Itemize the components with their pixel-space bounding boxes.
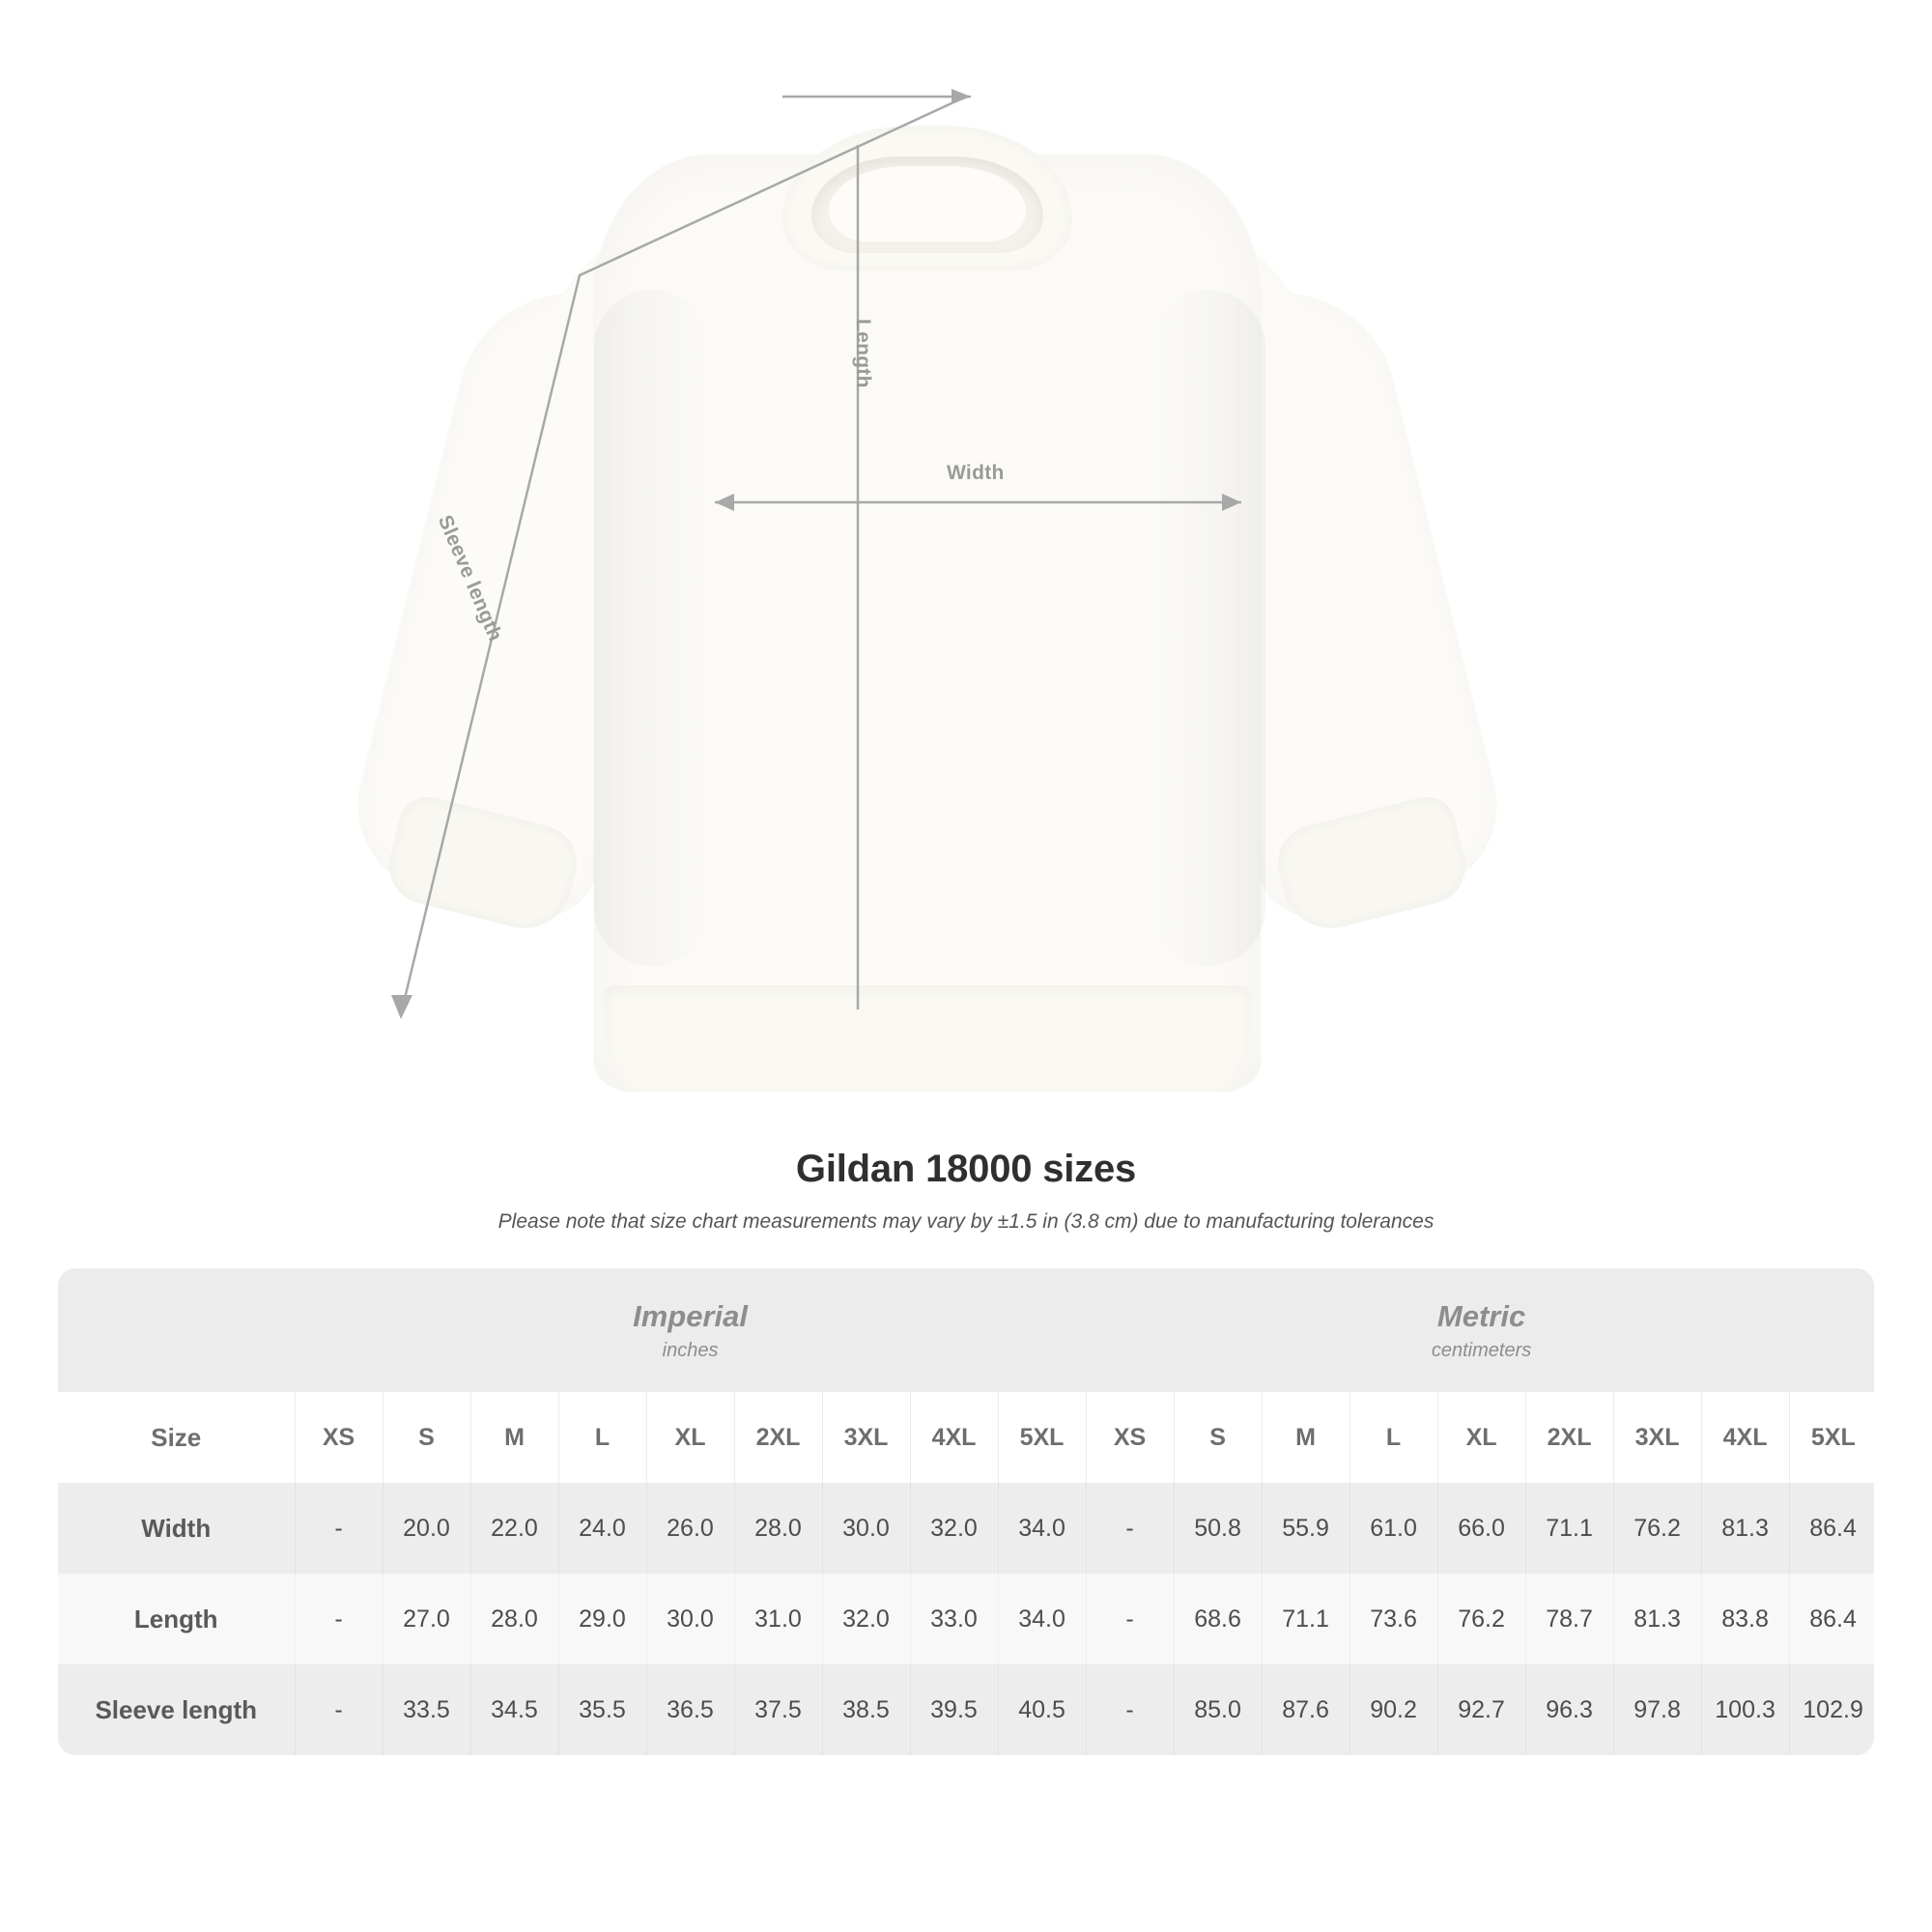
measurement-cell: 34.0 (998, 1483, 1086, 1574)
measurement-cell: 32.0 (910, 1483, 998, 1574)
measurement-cell: 34.5 (470, 1664, 558, 1755)
size-header-cell: L (558, 1392, 646, 1483)
measurement-cell: 29.0 (558, 1574, 646, 1664)
measurement-cell: - (295, 1483, 383, 1574)
measurement-cell: 73.6 (1350, 1574, 1437, 1664)
size-header-cell: M (1262, 1392, 1350, 1483)
unit-header-imperial (295, 1268, 1086, 1392)
size-header-cell: 3XL (822, 1392, 910, 1483)
size-header-cell: S (1174, 1392, 1262, 1483)
measurement-cell: 30.0 (822, 1483, 910, 1574)
measurement-cell: 85.0 (1174, 1664, 1262, 1755)
size-header-cell: XS (295, 1392, 383, 1483)
waistband-hem (604, 985, 1251, 1092)
size-chart-table-wrap (58, 1268, 1874, 1755)
measurement-cell: 55.9 (1262, 1483, 1350, 1574)
measurement-cell: 81.3 (1613, 1574, 1701, 1664)
table-row (58, 1483, 1874, 1574)
measurement-cell: 30.0 (646, 1574, 734, 1664)
row-label-cell: Sleeve length (58, 1664, 295, 1755)
measurement-cell: - (1086, 1483, 1174, 1574)
measurement-cell: 97.8 (1613, 1664, 1701, 1755)
measurement-cell: 76.2 (1613, 1483, 1701, 1574)
table-row (58, 1574, 1874, 1664)
size-label-cell: Size (58, 1392, 295, 1483)
size-chart-table (58, 1268, 1874, 1755)
measurement-cell: 35.5 (558, 1664, 646, 1755)
size-header-cell: XS (1086, 1392, 1174, 1483)
sleeve-length-measure-label: Sleeve length (433, 512, 507, 645)
row-label-cell: Width (58, 1483, 295, 1574)
measurement-cell: 33.5 (383, 1664, 470, 1755)
size-header-cell: 4XL (910, 1392, 998, 1483)
measurement-cell: 20.0 (383, 1483, 470, 1574)
unit-header-row (58, 1268, 1874, 1392)
measurement-cell: 83.8 (1701, 1574, 1789, 1664)
size-header-cell: L (1350, 1392, 1437, 1483)
size-header-cell: 3XL (1613, 1392, 1701, 1483)
unit-title: Metric (1436, 1298, 1526, 1333)
measurement-cell: 32.0 (822, 1574, 910, 1664)
row-label-cell: Length (58, 1574, 295, 1664)
body-shading-right (1150, 290, 1265, 966)
size-header-cell: 5XL (998, 1392, 1086, 1483)
title-block (0, 1148, 1932, 1234)
measurement-cell: 92.7 (1437, 1664, 1525, 1755)
size-header-cell: 2XL (734, 1392, 822, 1483)
measurement-cell: 37.5 (734, 1664, 822, 1755)
measurement-cell: 76.2 (1437, 1574, 1525, 1664)
table-row (58, 1664, 1874, 1755)
size-header-cell: M (470, 1392, 558, 1483)
measurement-cell: 86.4 (1789, 1574, 1874, 1664)
measurement-cell: 34.0 (998, 1574, 1086, 1664)
measurement-cell: 28.0 (734, 1483, 822, 1574)
neck-opening (829, 166, 1026, 242)
measurement-cell: 38.5 (822, 1664, 910, 1755)
measurement-cell: 61.0 (1350, 1483, 1437, 1574)
measurement-cell: 87.6 (1262, 1664, 1350, 1755)
measurement-cell: 86.4 (1789, 1483, 1874, 1574)
measurement-cell: - (295, 1574, 383, 1664)
sweatshirt-graphic (319, 97, 1555, 1063)
size-header-cell: 5XL (1789, 1392, 1874, 1483)
measurement-cell: 78.7 (1525, 1574, 1613, 1664)
measurement-cell: 81.3 (1701, 1483, 1789, 1574)
measurement-cell: - (295, 1664, 383, 1755)
measurement-cell: 71.1 (1525, 1483, 1613, 1574)
size-header-cell: XL (646, 1392, 734, 1483)
measurement-cell: 31.0 (734, 1574, 822, 1664)
size-header-row (58, 1392, 1874, 1483)
measurement-cell: 102.9 (1789, 1664, 1874, 1755)
measurement-cell: 68.6 (1174, 1574, 1262, 1664)
measurement-cell: 22.0 (470, 1483, 558, 1574)
length-measure-label: Length (852, 319, 874, 388)
measurement-cell: 50.8 (1174, 1483, 1262, 1574)
measurement-cell: 90.2 (1350, 1664, 1437, 1755)
measurement-cell: 28.0 (470, 1574, 558, 1664)
measurement-cell: 36.5 (646, 1664, 734, 1755)
size-header-cell: 4XL (1701, 1392, 1789, 1483)
body-shading-left (594, 290, 710, 966)
tolerance-note: Please note that size chart measurements may vary by ±1.5 in (3.8 cm) due to manufacturing tolerances (497, 1210, 1435, 1233)
measurement-cell: 27.0 (383, 1574, 470, 1664)
measurement-cell: 71.1 (1262, 1574, 1350, 1664)
unit-subtitle: inches (662, 1339, 719, 1361)
measurement-cell: 33.0 (910, 1574, 998, 1664)
measurement-cell: 96.3 (1525, 1664, 1613, 1755)
unit-header-spacer (58, 1268, 295, 1392)
size-header-cell: S (383, 1392, 470, 1483)
measurement-cell: 40.5 (998, 1664, 1086, 1755)
measurement-cell: 100.3 (1701, 1664, 1789, 1755)
unit-subtitle: centimeters (1431, 1339, 1532, 1361)
measurement-cell: 39.5 (910, 1664, 998, 1755)
size-header-cell: 2XL (1525, 1392, 1613, 1483)
measurement-cell: - (1086, 1574, 1174, 1664)
measurement-cell: - (1086, 1664, 1174, 1755)
page-title: Gildan 18000 sizes (795, 1148, 1137, 1190)
unit-header-metric (1086, 1268, 1874, 1392)
size-header-cell: XL (1437, 1392, 1525, 1483)
unit-title: Imperial (633, 1298, 748, 1333)
measurement-cell: 24.0 (558, 1483, 646, 1574)
width-measure-label: Width (947, 462, 1005, 484)
measurement-cell: 66.0 (1437, 1483, 1525, 1574)
measurement-cell: 26.0 (646, 1483, 734, 1574)
